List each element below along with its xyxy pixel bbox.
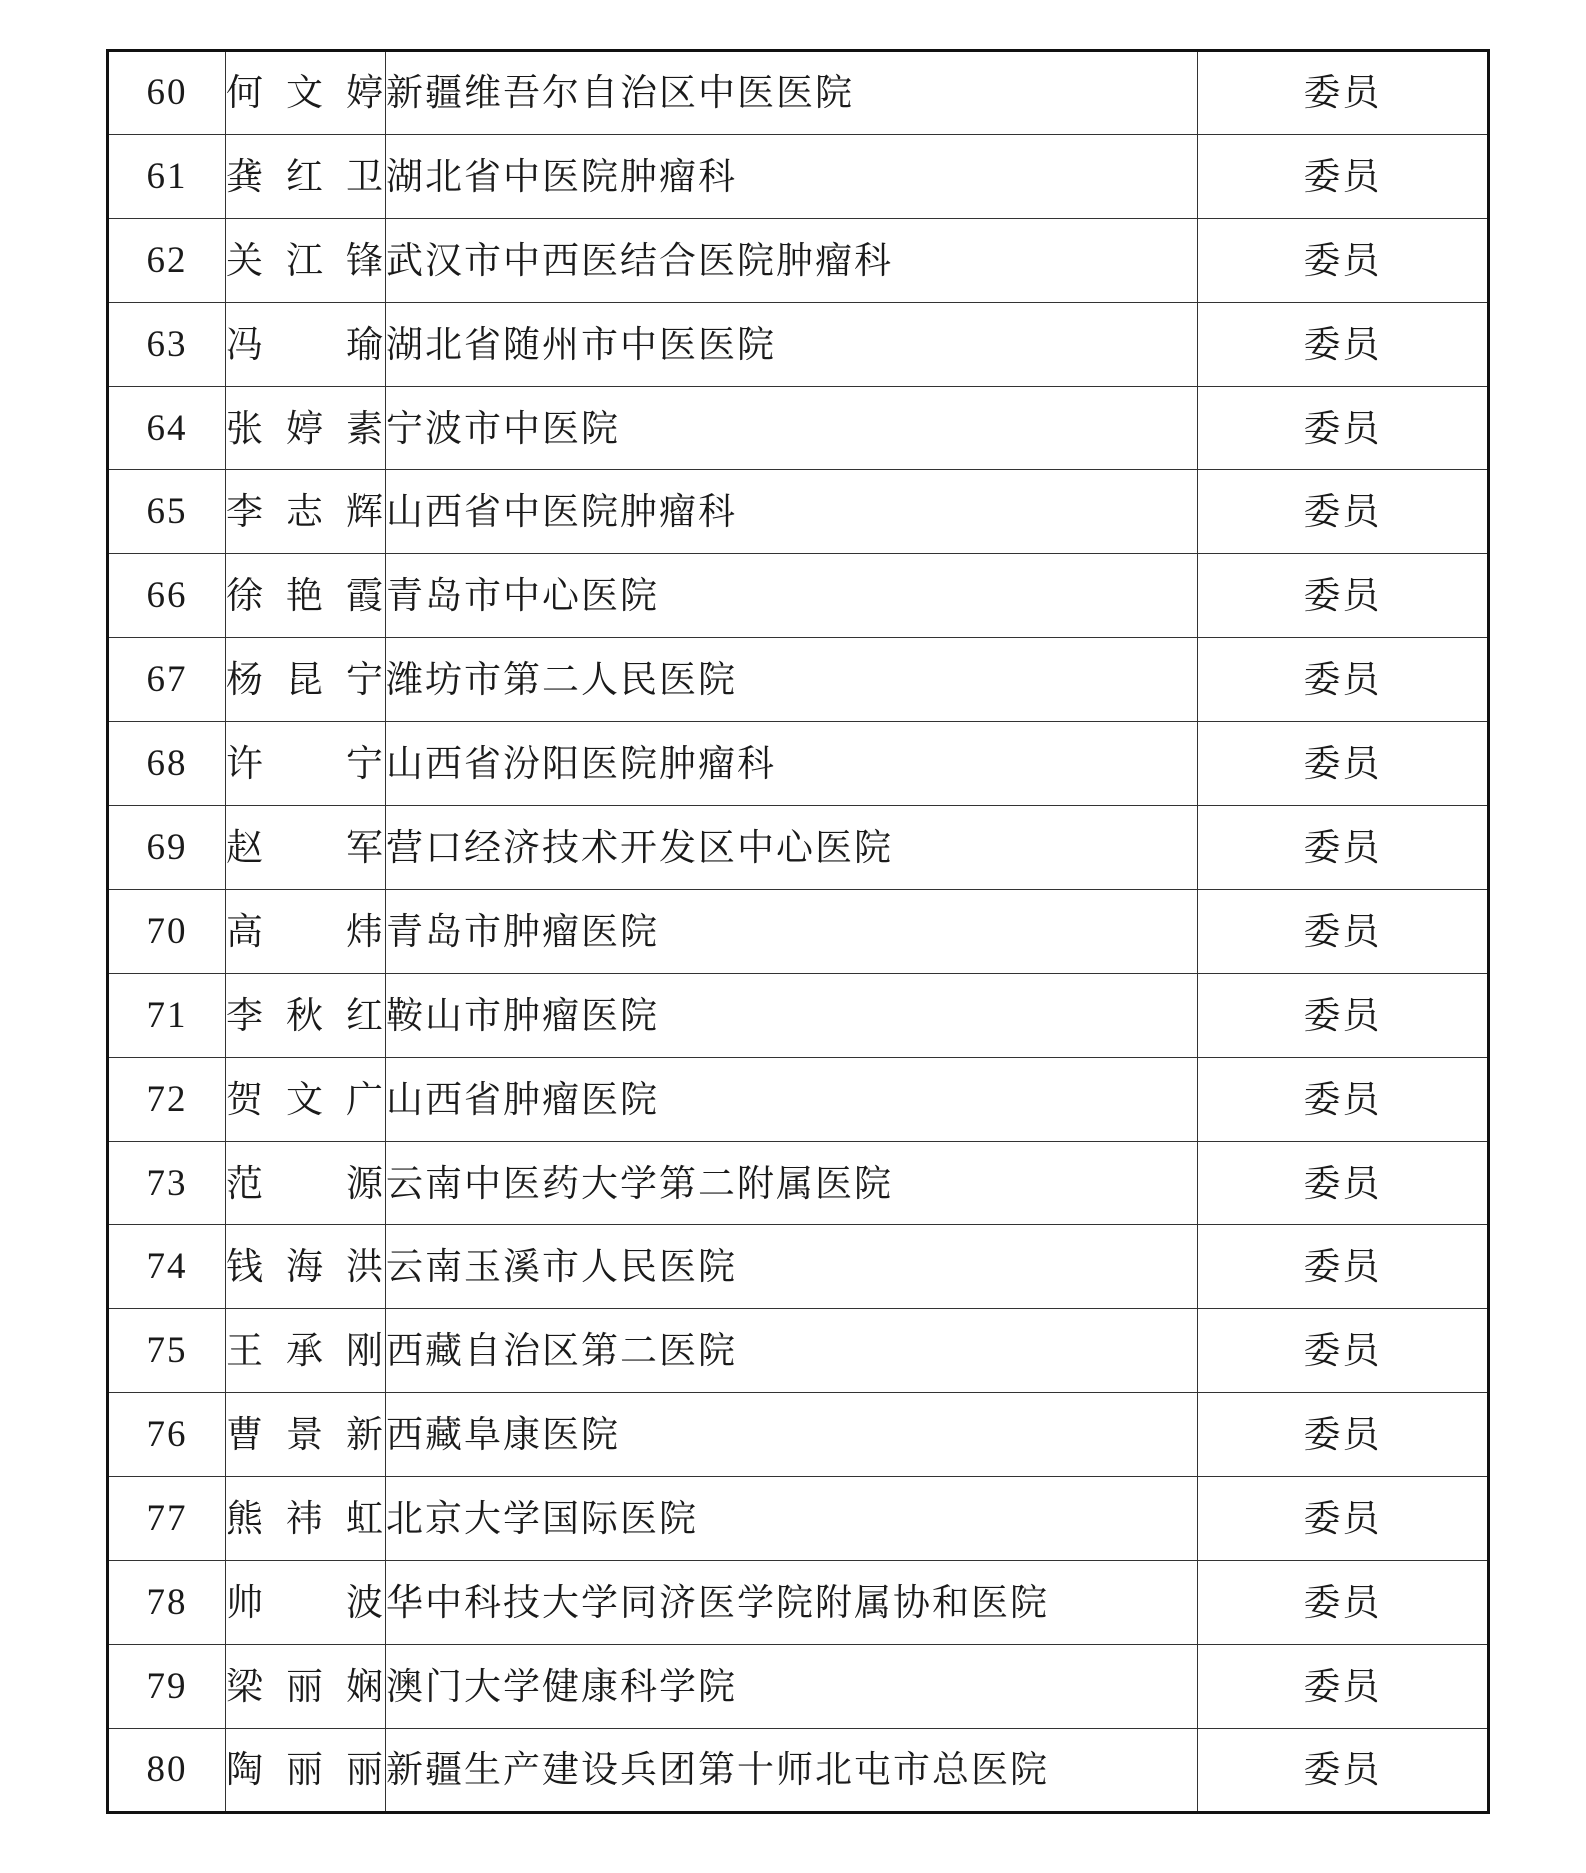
member-name: 张婷素 xyxy=(226,386,386,470)
table-row xyxy=(108,1393,1489,1477)
member-role: 委员 xyxy=(1198,638,1489,722)
table-row xyxy=(108,386,1489,470)
member-organization: 西藏自治区第二医院 xyxy=(386,1309,1198,1393)
member-role: 委员 xyxy=(1198,386,1489,470)
row-number: 61 xyxy=(108,134,226,218)
member-role: 委员 xyxy=(1198,889,1489,973)
member-organization: 山西省中医院肿瘤科 xyxy=(386,470,1198,554)
member-organization: 青岛市肿瘤医院 xyxy=(386,889,1198,973)
member-organization: 湖北省中医院肿瘤科 xyxy=(386,134,1198,218)
member-role: 委员 xyxy=(1198,1309,1489,1393)
member-name: 徐艳霞 xyxy=(226,554,386,638)
table-row xyxy=(108,134,1489,218)
table-row xyxy=(108,889,1489,973)
row-number: 60 xyxy=(108,51,226,135)
table-row xyxy=(108,218,1489,302)
member-name: 龚红卫 xyxy=(226,134,386,218)
table-row xyxy=(108,638,1489,722)
member-name: 李志辉 xyxy=(226,470,386,554)
member-organization: 西藏阜康医院 xyxy=(386,1393,1198,1477)
row-number: 77 xyxy=(108,1477,226,1561)
member-organization: 青岛市中心医院 xyxy=(386,554,1198,638)
row-number: 73 xyxy=(108,1141,226,1225)
row-number: 67 xyxy=(108,638,226,722)
member-role: 委员 xyxy=(1198,1057,1489,1141)
member-name: 关江锋 xyxy=(226,218,386,302)
member-organization: 澳门大学健康科学院 xyxy=(386,1644,1198,1728)
member-name: 冯 瑜 xyxy=(226,302,386,386)
table-row xyxy=(108,554,1489,638)
member-name: 帅 波 xyxy=(226,1561,386,1645)
member-organization: 潍坊市第二人民医院 xyxy=(386,638,1198,722)
member-organization: 云南玉溪市人民医院 xyxy=(386,1225,1198,1309)
table-row xyxy=(108,722,1489,806)
table-row xyxy=(108,1057,1489,1141)
member-role: 委员 xyxy=(1198,1561,1489,1645)
member-name: 陶丽丽 xyxy=(226,1728,386,1812)
table-row xyxy=(108,973,1489,1057)
member-role: 委员 xyxy=(1198,806,1489,890)
table-row xyxy=(108,806,1489,890)
row-number: 63 xyxy=(108,302,226,386)
row-number: 75 xyxy=(108,1309,226,1393)
member-role: 委员 xyxy=(1198,1393,1489,1477)
member-name: 曹景新 xyxy=(226,1393,386,1477)
member-role: 委员 xyxy=(1198,722,1489,806)
member-organization: 新疆生产建设兵团第十师北屯市总医院 xyxy=(386,1728,1198,1812)
row-number: 72 xyxy=(108,1057,226,1141)
table-row xyxy=(108,1225,1489,1309)
member-name: 赵 军 xyxy=(226,806,386,890)
row-number: 66 xyxy=(108,554,226,638)
member-role: 委员 xyxy=(1198,1141,1489,1225)
row-number: 78 xyxy=(108,1561,226,1645)
row-number: 62 xyxy=(108,218,226,302)
table-row xyxy=(108,1309,1489,1393)
member-organization: 华中科技大学同济医学院附属协和医院 xyxy=(386,1561,1198,1645)
member-role: 委员 xyxy=(1198,973,1489,1057)
member-name: 熊祎虹 xyxy=(226,1477,386,1561)
row-number: 64 xyxy=(108,386,226,470)
member-organization: 武汉市中西医结合医院肿瘤科 xyxy=(386,218,1198,302)
row-number: 74 xyxy=(108,1225,226,1309)
table-row xyxy=(108,302,1489,386)
member-role: 委员 xyxy=(1198,1225,1489,1309)
row-number: 80 xyxy=(108,1728,226,1812)
member-role: 委员 xyxy=(1198,134,1489,218)
row-number: 70 xyxy=(108,889,226,973)
member-role: 委员 xyxy=(1198,1728,1489,1812)
member-role: 委员 xyxy=(1198,51,1489,135)
member-organization: 营口经济技术开发区中心医院 xyxy=(386,806,1198,890)
table-row xyxy=(108,1141,1489,1225)
member-organization: 新疆维吾尔自治区中医医院 xyxy=(386,51,1198,135)
row-number: 69 xyxy=(108,806,226,890)
member-role: 委员 xyxy=(1198,302,1489,386)
row-number: 71 xyxy=(108,973,226,1057)
member-organization: 山西省汾阳医院肿瘤科 xyxy=(386,722,1198,806)
row-number: 65 xyxy=(108,470,226,554)
row-number: 68 xyxy=(108,722,226,806)
member-organization: 山西省肿瘤医院 xyxy=(386,1057,1198,1141)
table-row xyxy=(108,1561,1489,1645)
member-organization: 鞍山市肿瘤医院 xyxy=(386,973,1198,1057)
member-role: 委员 xyxy=(1198,470,1489,554)
member-name: 范 源 xyxy=(226,1141,386,1225)
member-name: 王承刚 xyxy=(226,1309,386,1393)
member-organization: 云南中医药大学第二附属医院 xyxy=(386,1141,1198,1225)
member-role: 委员 xyxy=(1198,554,1489,638)
table-row xyxy=(108,1477,1489,1561)
row-number: 76 xyxy=(108,1393,226,1477)
member-organization: 宁波市中医院 xyxy=(386,386,1198,470)
member-name: 贺文广 xyxy=(226,1057,386,1141)
member-role: 委员 xyxy=(1198,218,1489,302)
table-row xyxy=(108,1644,1489,1728)
table-row xyxy=(108,470,1489,554)
member-name: 钱海洪 xyxy=(226,1225,386,1309)
row-number: 79 xyxy=(108,1644,226,1728)
member-role: 委员 xyxy=(1198,1477,1489,1561)
member-organization: 北京大学国际医院 xyxy=(386,1477,1198,1561)
member-name: 高 炜 xyxy=(226,889,386,973)
table-row xyxy=(108,1728,1489,1812)
table-row xyxy=(108,51,1489,135)
member-name: 杨昆宁 xyxy=(226,638,386,722)
committee-member-table xyxy=(106,49,1490,1814)
member-organization: 湖北省随州市中医医院 xyxy=(386,302,1198,386)
member-role: 委员 xyxy=(1198,1644,1489,1728)
member-name: 何文婷 xyxy=(226,51,386,135)
member-name: 梁丽娴 xyxy=(226,1644,386,1728)
member-name: 许 宁 xyxy=(226,722,386,806)
member-name: 李秋红 xyxy=(226,973,386,1057)
